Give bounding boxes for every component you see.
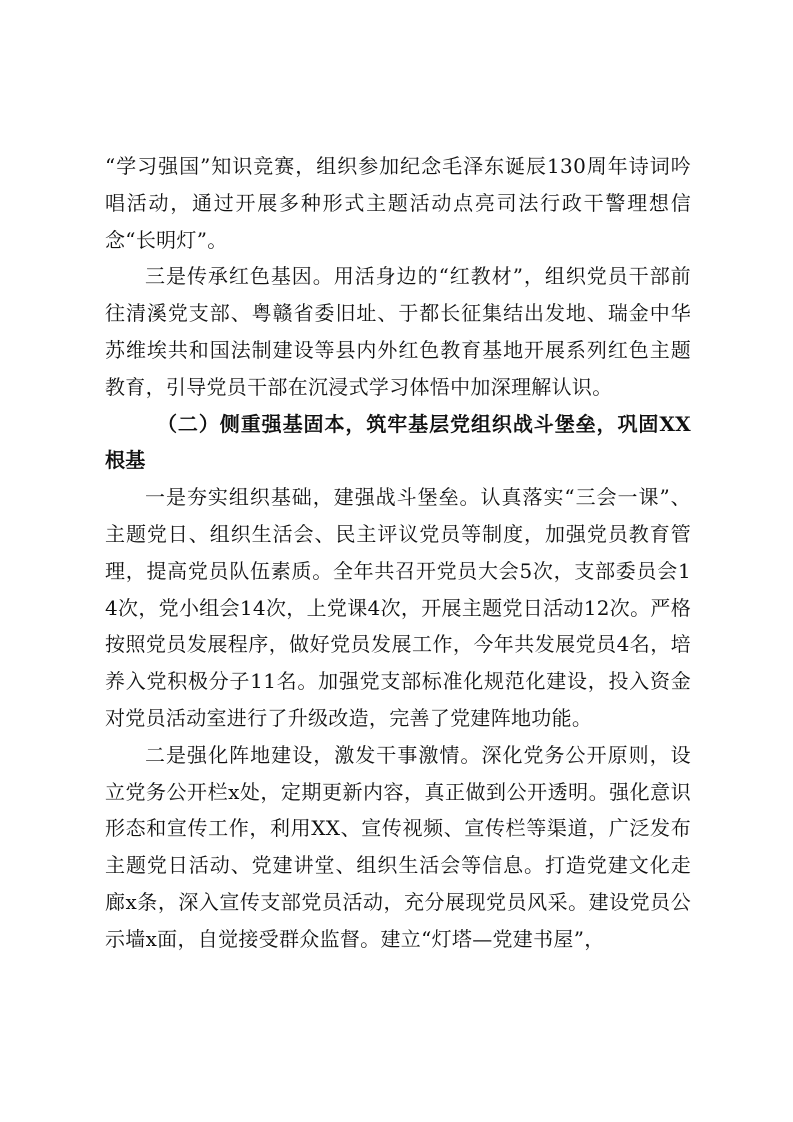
paragraph-red-gene: 三是传承红色基因。用活身边的“红教材”，组织党员干部前往清溪党支部、粤赣省委旧址、于都长征集结出发地、瑞金中华苏维埃共和国法制建设等县内外红色教育基地开展系列红色主题教育，引导党员干部在沉浸式学习体悟中加深理解认识。 xyxy=(105,264,691,399)
paragraph-continuation: “学习强国”知识竞赛，组织参加纪念毛泽东诞辰130周年诗词吟唱活动，通过开展多种形式主题活动点亮司法行政干警理想信念“长明灯”。 xyxy=(105,154,691,252)
paragraph-organization-foundation: 一是夯实组织基础，建强战斗堡垒。认真落实“三会一课”、主题党日、组织生活会、民主评议党员等制度，加强党员教育管理，提高党员队伍素质。全年共召开党员大会5次，支部委员会14次，党小组会14次，上党课4次，开展主题党日活动12次。严格按照党员发展程序，做好党员发展工作，今年共发展党员4名，培养入党积极分子11名。加强党支部标准化规范化建设，投入资金对党员活动室进行了升级改造，完善了党建阵地功能。 xyxy=(105,485,691,730)
section-heading: （二）侧重强基固本，筑牢基层党组织战斗堡垒，巩固XX根基 xyxy=(105,411,691,473)
paragraph-position-building: 二是强化阵地建设，激发干事激情。深化党务公开原则，设立党务公开栏x处，定期更新内容，真正做到公开透明。强化意识形态和宣传工作，利用XX、宣传视频、宣传栏等渠道，广泛发布主题党日活动、党建讲堂、组织生活会等信息。打造党建文化走廊x条，深入宣传支部党员活动，充分展现党员风采。建设党员公示墙x面，自觉接受群众监督。建立“灯塔—党建书屋”， xyxy=(105,742,691,951)
document-body xyxy=(105,148,691,958)
